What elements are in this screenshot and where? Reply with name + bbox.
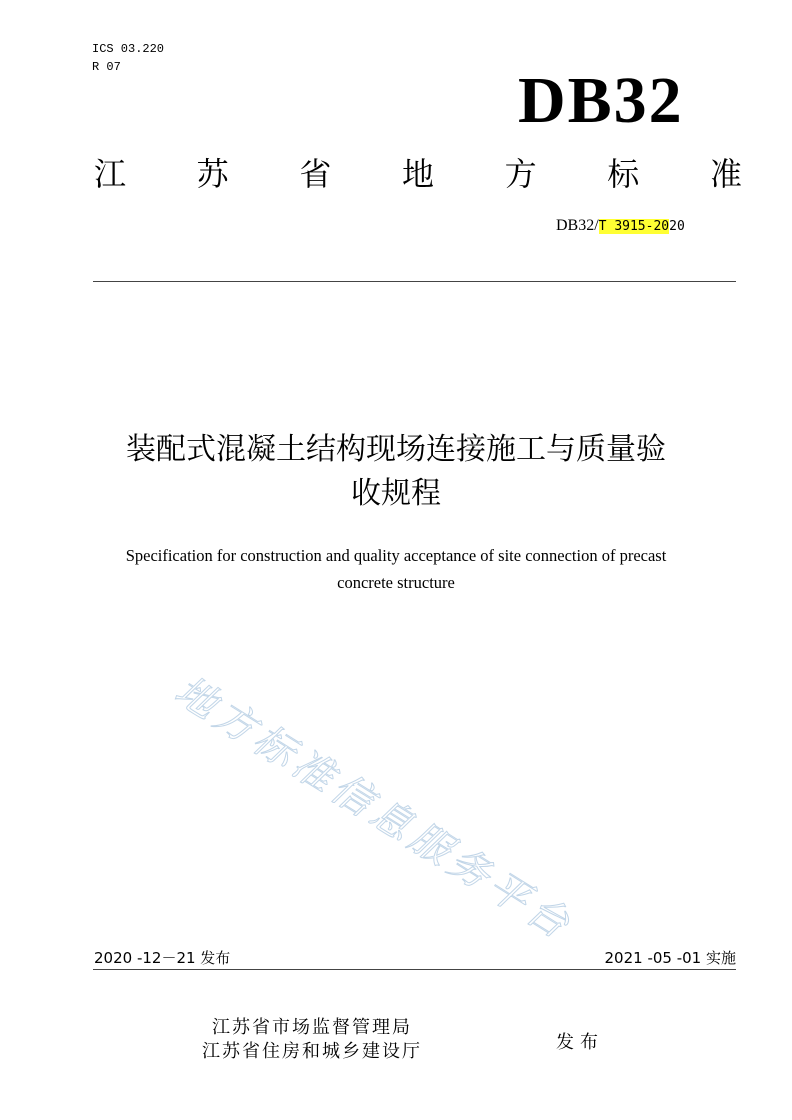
issuer-line1: 江苏省市场监督管理局 [212,1017,412,1038]
standard-number-prefix: DB32/ [556,217,599,234]
standard-type-char: 标 [607,155,640,193]
english-title-line2: concrete structure [337,573,455,592]
chinese-title-line2: 收规程 [351,476,441,511]
english-title-line1: Specification for construction and quality acceptance of site connection of precast [125,546,667,565]
standard-type-char: 省 [299,155,332,193]
bottom-divider [93,969,736,970]
top-divider [93,281,736,282]
english-title [60,542,732,596]
watermark: 地方标准信息服务平台 [166,667,582,951]
implement-date: 2021 -05 -01 实施 [604,949,736,967]
standard-number-suffix: 20 [669,219,685,234]
standard-type [94,152,742,196]
chinese-title-line1: 装配式混凝土结构现场连接施工与质量验 [126,432,666,467]
issue-word: 发布 [556,1032,604,1053]
standard-number [556,214,685,238]
ccs-code: R 07 [92,60,121,74]
chinese-title [60,428,732,516]
ics-code: ICS 03.220 [92,42,165,56]
standard-number-highlighted: T 3915-20 [598,219,670,234]
standard-type-char: 准 [709,155,742,193]
standard-type-char: 方 [504,155,537,193]
issuer-line2: 江苏省住房和城乡建设厅 [202,1041,422,1062]
standard-type-char: 地 [401,155,434,193]
db-logo: DB32 [518,64,684,137]
release-date: 2020 -12－21 发布 [94,949,231,967]
issuing-authorities [162,1016,462,1064]
classification-codes [92,40,164,76]
standard-type-char: 苏 [196,155,229,193]
standard-type-char: 江 [94,155,127,193]
